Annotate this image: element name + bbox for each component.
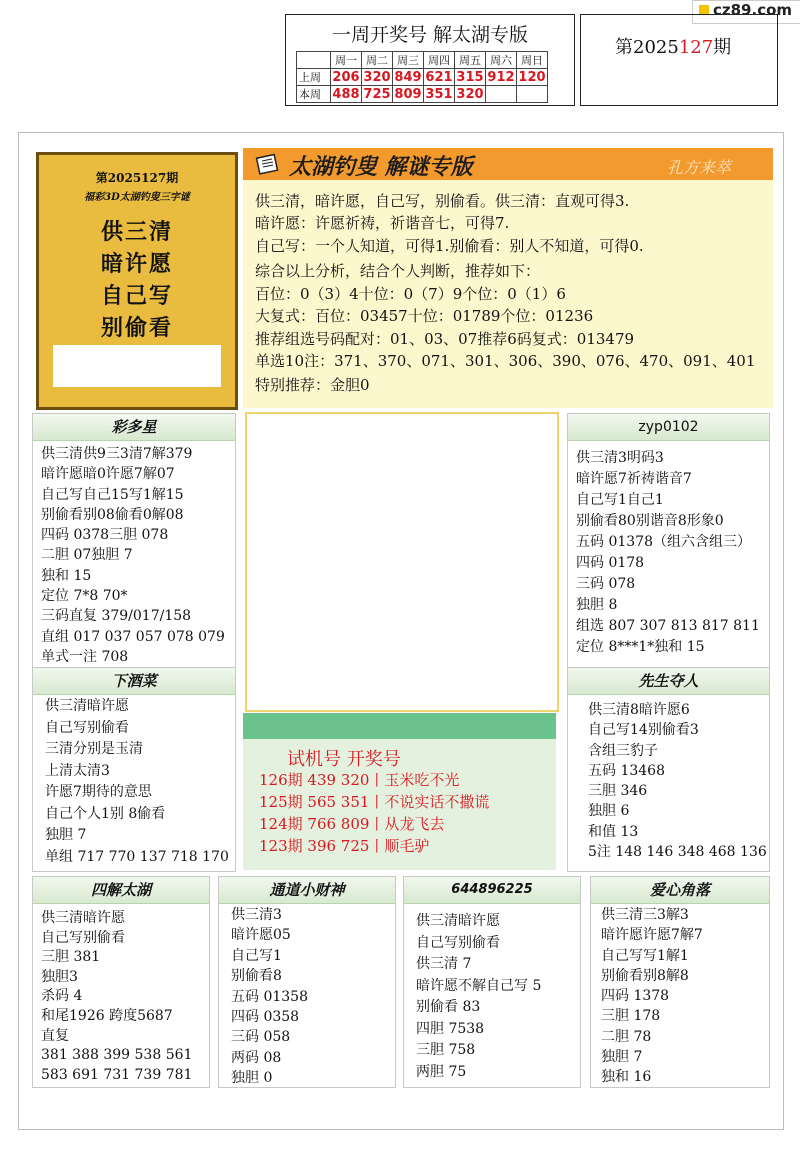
box-xianshengduoren [567,667,770,872]
box-line: 别偷看80别谐音8形象0 [576,513,724,529]
box-content [41,444,225,667]
box-line: 供三清暗许愿 [416,913,500,929]
box-content [576,448,760,658]
box-line: 自己写写1解1 [601,947,689,964]
box-line: 三清分别是玉清 [45,741,143,757]
draw-number [517,86,548,103]
box-line: 四码 0178 [576,555,645,571]
banner-author: 孔方来萃 [667,158,732,177]
box-line: 直组 017 037 057 078 079 [41,628,225,645]
box-tongdaoxiaocaishen [218,876,396,1088]
box-line: 自己个人1别 8偷看 [45,805,166,822]
box-title: 彩多星 [33,414,235,441]
draw-number: 320 [363,69,391,85]
box-line: 三码 078 [576,576,636,592]
box-644896225 [403,876,581,1088]
box-line: 别偷看别08偷看0解08 [41,506,184,523]
box-line: 供三清8暗许愿6 [588,702,690,718]
box-line: 独胆3 [41,968,78,985]
weekly-draw-title: 一周开奖号 解太湖专版 [331,24,529,46]
issue-prefix: 第2025 [615,37,679,58]
riddle-line: 大复式：百位：03457十位：01789个位：01236 [255,307,594,325]
riddle-line: 综合以上分析，结合个人判断，推荐如下： [255,262,541,280]
trial-number-panel [243,713,556,870]
box-title: 下酒菜 [33,668,235,695]
trial-row: 124期 766 809丨从龙飞去 [259,815,445,833]
day-header: 周一 [331,52,362,69]
issue-number: 127 [678,37,714,58]
box-title: 爱心角落 [591,877,769,904]
box-line: 直复 [41,1027,69,1044]
draw-number: 315 [456,69,484,85]
box-line: 暗许愿05 [231,927,291,944]
riddle-banner [243,148,773,180]
box-line: 自己写别偷看 [45,719,129,736]
day-header: 周五 [455,52,486,69]
box-line: 四码 0378三胆 078 [41,527,169,544]
box-line: 独胆 7 [601,1049,643,1066]
box-line: 独和 16 [601,1069,652,1086]
draw-number: 849 [394,69,422,85]
box-line: 供三清 7 [416,956,472,972]
draw-number: 120 [518,69,546,85]
table-row [297,69,548,86]
day-header: 周六 [486,52,517,69]
box-sijietaihu [32,876,210,1088]
box-line: 四胆 7538 [416,1020,485,1037]
row-label: 本周 [297,86,331,103]
box-line: 三胆 758 [416,1042,476,1058]
day-header: 周二 [362,52,393,69]
box-line: 供三清三3解3 [601,907,689,923]
box-line: 独胆 6 [588,803,630,820]
riddle-line: 特别推荐：金胆0 [255,376,370,394]
box-line: 和值 13 [588,823,639,840]
box-line: 三码直复 379/017/158 [41,608,192,625]
box-content [41,909,192,1085]
poster-line: 供三清 [100,219,173,245]
box-line: 独胆 8 [576,597,618,613]
box-line: 三胆 178 [601,1008,661,1025]
box-line: 别偷看别8解8 [601,967,689,984]
poster-blank-area [53,345,221,387]
box-line: 自己写14别偷看3 [588,722,699,739]
box-line: 许愿7期待的意思 [45,784,152,800]
box-line: 定位 8***1*独和 15 [576,639,705,655]
box-line: 上清太清3 [45,762,110,779]
box-aixinjiaoluo [590,876,770,1088]
trial-row: 125期 565 351丨不说实话不撒谎 [259,793,490,811]
table-row [297,86,548,103]
riddle-analysis [243,180,773,408]
issue-label [615,33,731,59]
riddle-line: 推荐组选号码配对：01、03、07推荐6码复式：013479 [255,330,635,348]
box-line: 独胆 7 [45,827,87,843]
box-line: 供三清供9三3清7解379 [41,446,193,462]
day-header: 周日 [517,52,548,69]
box-line: 二胆 07独胆 7 [41,547,133,564]
box-line: 381 388 399 538 561 [41,1047,193,1064]
box-line: 定位 7*8 70* [41,588,128,605]
issue-panel [580,14,778,106]
box-line: 两胆 75 [416,1063,467,1080]
riddle-line: 自己写：一个人知道，可得1.别偷看：别人不知道，可得0. [255,237,644,255]
poster-line: 自己写 [100,283,173,309]
trial-row: 126期 439 320丨玉米吃不光 [259,771,460,789]
draw-number: 488 [332,86,360,102]
box-title: 通道小财神 [219,877,395,904]
issue-suffix: 期 [713,37,732,58]
draw-number [486,86,517,103]
row-label: 上周 [297,69,331,86]
box-line: 五码 01358 [231,988,308,1005]
box-line: 五码 13468 [588,762,665,779]
box-line: 四码 0358 [231,1009,300,1026]
day-header: 周四 [424,52,455,69]
box-line: 三码 058 [231,1029,291,1046]
draw-number: 206 [332,69,360,85]
box-line: 5注 148 146 348 468 136 [588,844,767,861]
box-line: 含组三豹子 [588,742,658,759]
draw-number: 912 [487,69,515,85]
poster-line: 别偷看 [100,315,173,341]
box-title: 先生夺人 [568,668,769,695]
table-row [297,52,548,69]
riddle-line: 暗许愿：许愿祈祷，祈谐音七，可得7. [255,214,510,232]
box-caiduoxing [32,413,236,668]
box-line: 别偷看 83 [416,999,481,1015]
box-content [416,911,541,1083]
box-line: 供三清暗许愿 [41,910,125,926]
box-line: 杀码 4 [41,988,83,1005]
box-line: 暗许愿许愿7解7 [601,927,703,944]
draw-number: 320 [456,86,484,102]
table-cell [297,52,331,69]
box-line: 单组 717 770 137 718 170 [45,848,229,865]
weekly-draw-table [296,51,548,103]
box-line: 暗许愿不解自己写 5 [416,977,542,994]
banner-title: 太湖钓叟 解谜专版 [289,154,473,180]
box-line: 583 691 731 739 781 [41,1066,193,1083]
box-line: 五码 01378（组六含组三） [576,534,751,550]
box-line: 供三清3 [231,907,282,923]
box-title: 四解太湖 [33,877,209,904]
box-line: 自己写别偷看 [416,934,500,951]
draw-number: 725 [363,86,391,102]
box-content [45,696,229,868]
box-line: 供三清暗许愿 [45,698,129,714]
box-line: 自己写别偷看 [41,929,125,946]
box-line: 和尾1926 跨度5687 [41,1007,173,1024]
box-line: 自己写自己15写1解15 [41,486,184,503]
box-content [601,905,703,1088]
draw-number: 621 [425,69,453,85]
watermark-text: cz89.com [713,1,793,19]
box-xiajiucai [32,667,236,872]
box-line: 自己写1 [231,947,282,964]
box-line: 二胆 78 [601,1028,652,1045]
box-title: zyp0102 [568,414,769,441]
trial-title: 试机号 开奖号 [287,749,401,770]
book-icon [255,151,281,177]
box-zyp0102 [567,413,770,668]
trial-header-bar [243,713,556,739]
box-line: 独和 15 [41,567,92,584]
box-line: 供三清3明码3 [576,450,664,466]
trial-row: 123期 396 725丨顺毛驴 [259,837,430,855]
riddle-line: 单选10注：371、370、071、301、306、390、076、470、091、401 [255,352,756,370]
box-line: 四码 1378 [601,988,670,1005]
day-header: 周三 [393,52,424,69]
box-line: 两码 08 [231,1049,282,1066]
box-line: 暗许愿7祈祷谐音7 [576,471,692,487]
poster-issue: 第2025127期 [95,171,179,185]
riddle-poster [36,152,238,410]
box-line: 自己写1自己1 [576,492,664,508]
box-content [231,905,308,1089]
box-line: 三胆 346 [588,783,648,800]
poster-line: 暗许愿 [100,251,173,277]
box-line: 三胆 381 [41,949,101,966]
riddle-line: 供三清，暗许愿，自己写，别偷看。供三清：直观可得3. [255,192,630,210]
poster-subtitle: 福彩3D太湖钓叟三字谜 [84,192,190,203]
box-line: 独胆 0 [231,1070,273,1087]
box-line: 暗许愿暗0许愿7解07 [41,466,175,483]
draw-number: 809 [394,86,422,102]
box-line: 别偷看8 [231,968,282,985]
riddle-line: 百位：0（3）4十位：0（7）9个位：0（1）6 [255,285,566,303]
box-line: 单式一注 708 [41,648,129,665]
blank-image-area [245,412,559,712]
box-title: 644896225 [404,877,580,904]
box-line: 组选 807 307 813 817 811 [576,618,760,634]
weekly-draw-panel [285,14,575,106]
box-content [588,700,767,862]
draw-number: 351 [425,86,453,102]
